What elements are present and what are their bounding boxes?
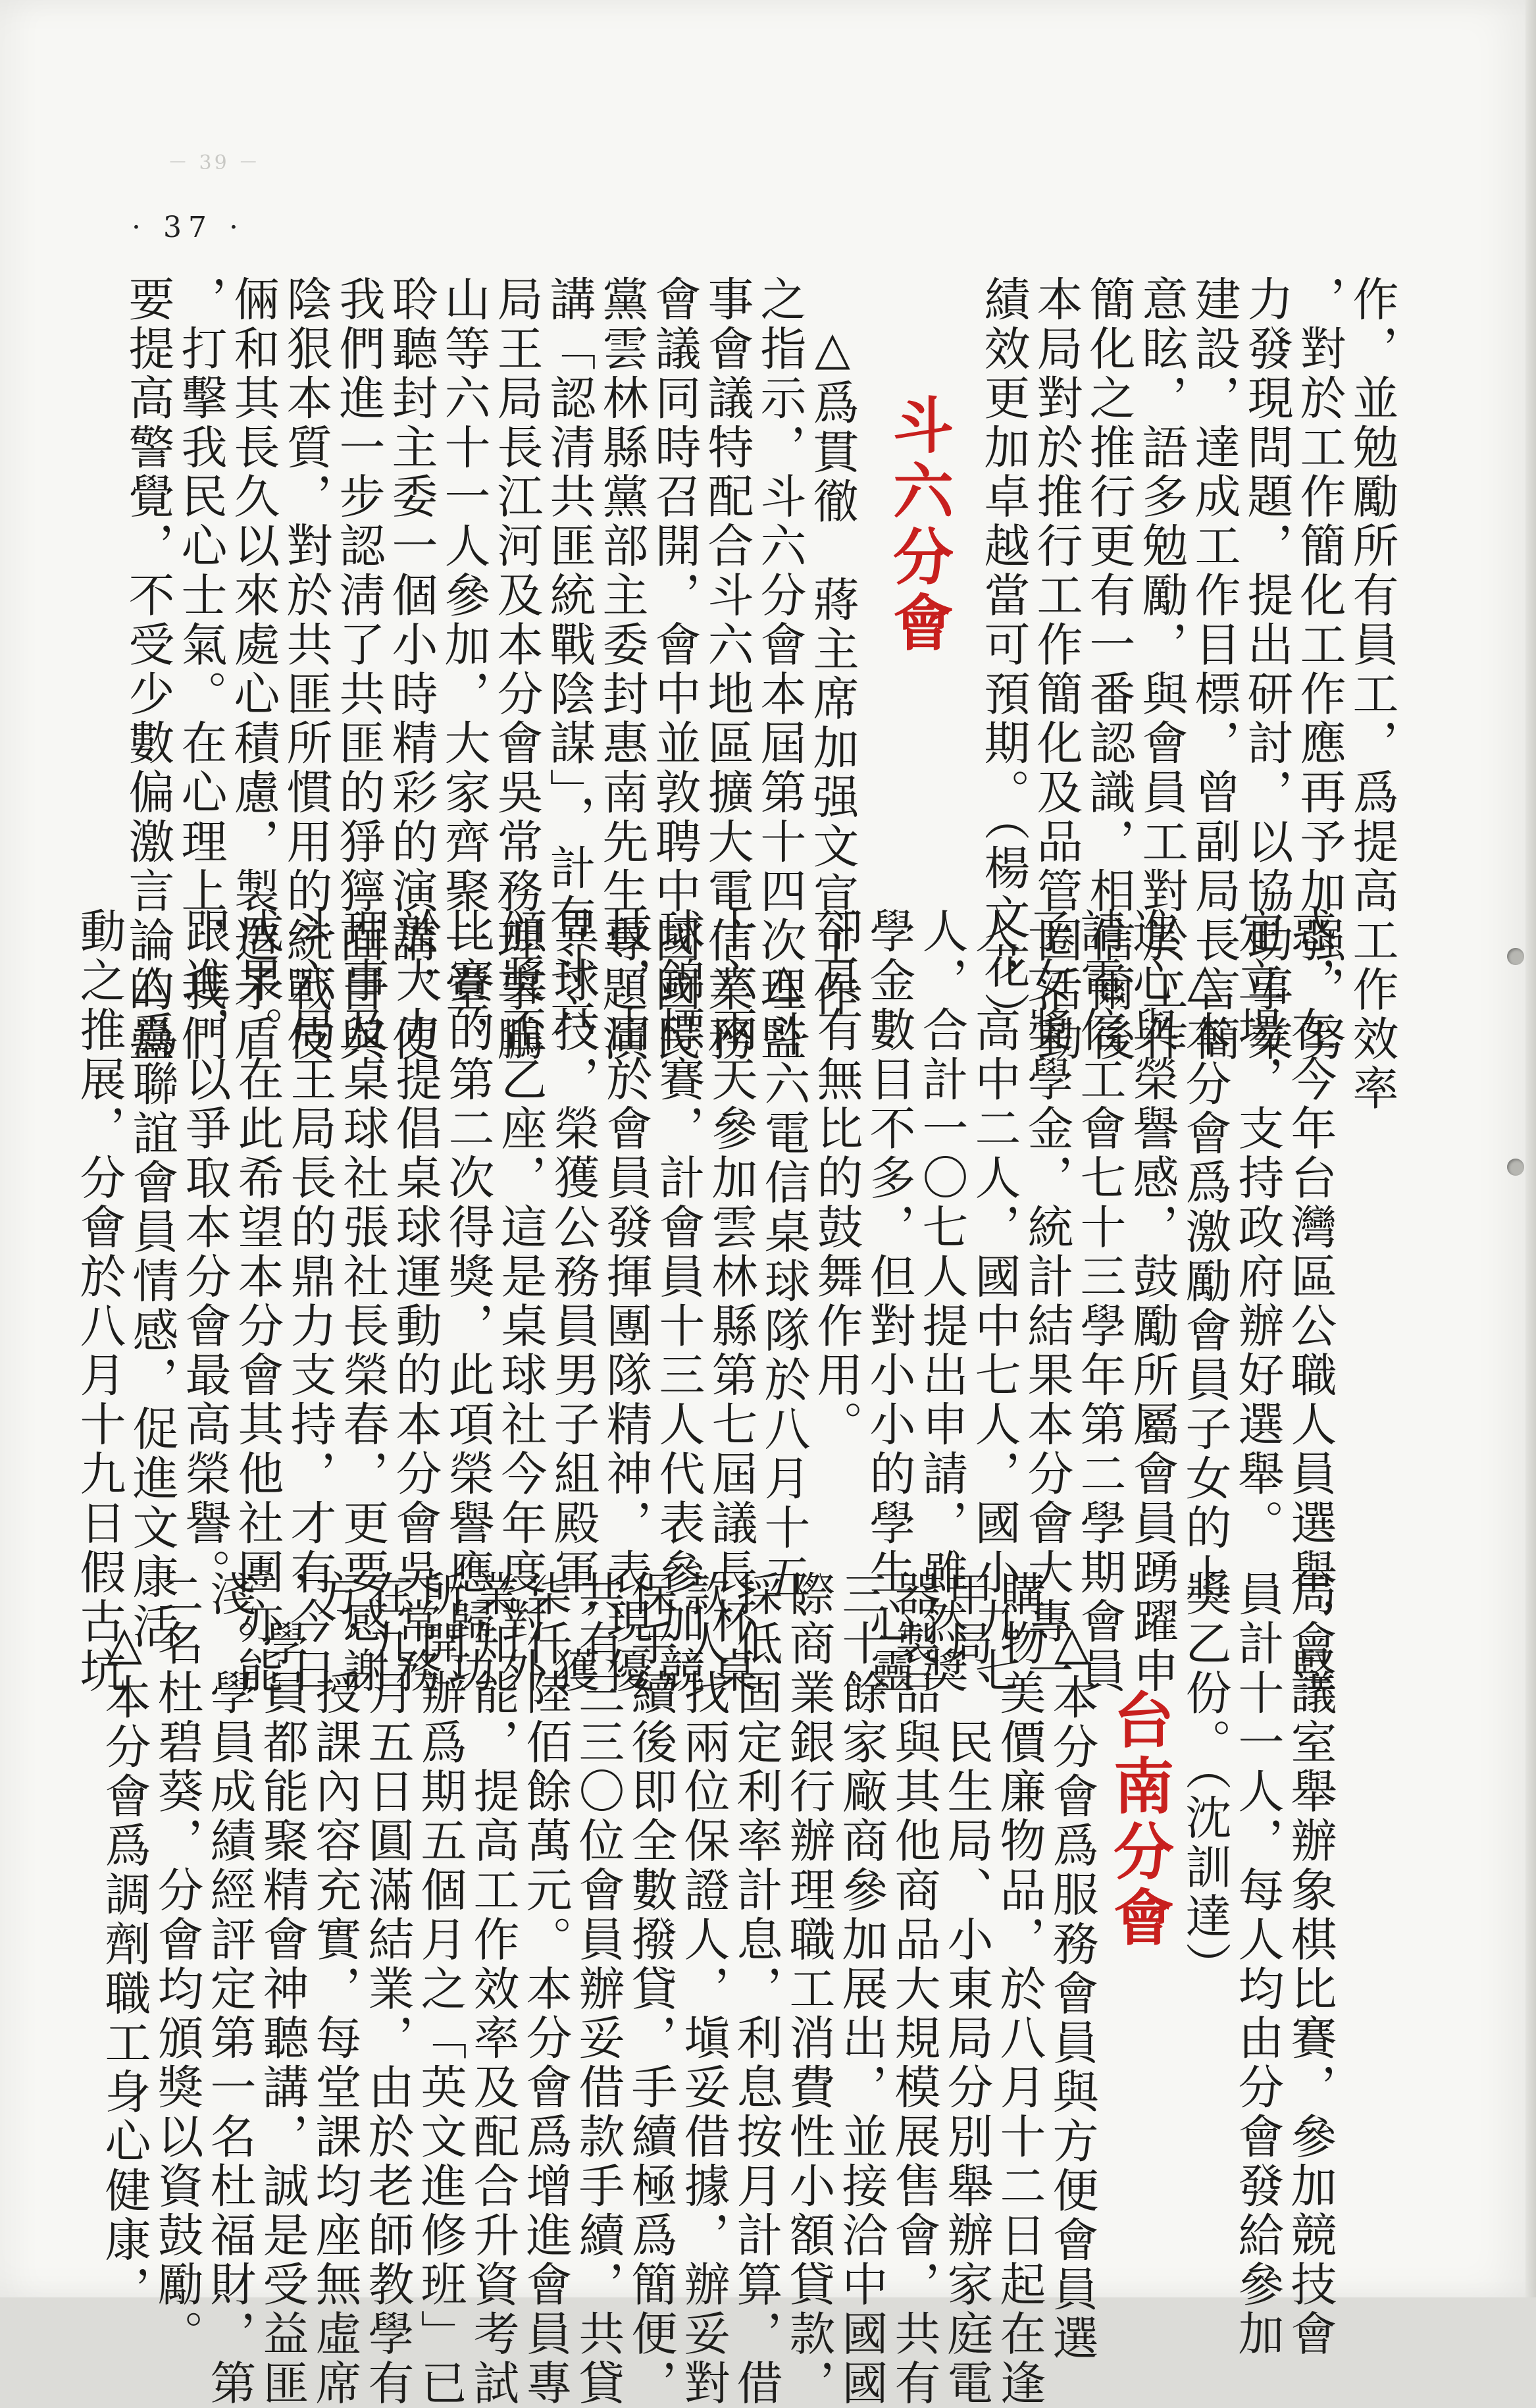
text-column: △爲聯誼會員情感，促進文康活 xyxy=(125,953,179,1652)
text-column: 方，授課內容充實，每堂課均座無虛席 xyxy=(308,1570,362,2408)
text-column: ，打擊我民心士氣。在心理上，我們 xyxy=(174,275,228,1064)
text-column: 局會議室舉辦象棋比賽，參加競技會 xyxy=(1283,1570,1337,2359)
text-column: 倆和其長久以來處心積慮，製造矛盾 xyxy=(226,275,280,1064)
text-column: 十六兩天參加雲林縣第七屆議長杯桌 xyxy=(704,907,758,1696)
text-column: 進心與榮譽感，鼓勵所屬會員踴躍申 xyxy=(1125,907,1179,1696)
text-column: 聆聽封主委一個小時精彩的演講，使 xyxy=(384,275,438,1064)
text-column: 採低固定利率計息，利息按月計算，借 xyxy=(729,1570,783,2408)
text-column: 斗六局王局長的鼎力支持，才有今日 xyxy=(283,907,337,1696)
text-column: 簡化之推行更有一番認識，相信爾後 xyxy=(1082,275,1136,1064)
text-column: 保手續後即全數撥貸，手續極爲簡便， xyxy=(624,1570,678,2408)
text-column: 子女獎學金，統計結果本分會大專一 xyxy=(1020,907,1074,1696)
text-column: △斗六電信桌球隊於八月十五、 xyxy=(757,953,811,1652)
text-column: 建設，達成工作目標，曾副局長言簡 xyxy=(1187,275,1241,1064)
bleed-through-page-number: － 39 － xyxy=(168,151,261,174)
text-column: 局王局長江河及本分會吳常務理事鵬 xyxy=(490,275,544,1064)
text-column: 所開辦爲期五個月之「英文進修班」已 xyxy=(413,1570,467,2408)
text-column: △本分會爲調劑職工身心健康， xyxy=(97,1616,151,2315)
text-column: 款人找兩位保證人，塡妥借據，辦妥對 xyxy=(677,1570,730,2408)
text-column: △爲貫徹 蔣主席加强文宣工作 xyxy=(806,321,859,1020)
text-column: 際商業銀行辦理職工消費性小額貸款， xyxy=(782,1570,836,2408)
text-column: 之指示，斗六分會本屆第十四次理監 xyxy=(753,275,807,1064)
text-column: △本分會爲服務會員與方便會員選 xyxy=(1045,1616,1099,2364)
text-column: 共有三三〇位會員辦妥借款手續，共貸 xyxy=(571,1570,625,2408)
section-heading-douliu: 斗六分會 xyxy=(883,394,954,657)
text-column: 意眩，語多勉勵，與會員工對於工作 xyxy=(1135,275,1189,1064)
text-column: 業知能，提高工作效率及配合升資考試 xyxy=(466,1570,520,2408)
text-column: 人，高中二人，國中七人，國小九七 xyxy=(967,907,1021,1696)
text-column: 獎乙份。（沈訓達） xyxy=(1178,1570,1232,1991)
page-edge xyxy=(1525,0,1536,2297)
text-column: 惑，在今年台灣區公職人員選舉，堅 xyxy=(1283,907,1337,1696)
text-column: △本分會爲激勵會員子女的上 xyxy=(1178,953,1232,1602)
text-column: 作，並勉勵所有員工，爲提高工作效率 xyxy=(1345,275,1399,1114)
text-column: 會議同時召開，會中並敦聘中國國民 xyxy=(648,275,702,1064)
text-column: ，學員都能聚精會神聽講，誠是受益匪 xyxy=(255,1570,309,2408)
page-number: · 37 · xyxy=(132,211,245,244)
text-column: ，對於工作簡化工作應再予加强，努 xyxy=(1293,275,1346,1064)
text-column: 柒仟陸佰餘萬元。本分會爲增進會員專 xyxy=(519,1570,573,2408)
text-column: 員計十一人，每人均由分會發給參加 xyxy=(1231,1570,1285,2359)
text-column: 學金數目不多，但對小小的學生心靈 xyxy=(862,907,916,1696)
text-column: 要提高警覺，不受少數偏激言論的蠱 xyxy=(121,275,175,1064)
text-column: 甲局、民生局、小東局分別舉辦家庭電 xyxy=(940,1570,994,2408)
text-column: 事會議特配合斗六地區擴大電信業務 xyxy=(700,275,754,1064)
text-column: 定立場，支持政府辦好選舉。 xyxy=(1231,907,1285,1548)
text-column: 頒獎盃乙座，這是桌球社今年度對外 xyxy=(494,907,548,1696)
text-column: 比賽的第二次得獎，此項榮譽應歸功 xyxy=(441,907,495,1696)
text-column: 山等六十一人參加，大家齊聚一堂， xyxy=(437,275,491,1064)
text-column: 二名杜碧葵，分會均頒獎以資鼓勵。 xyxy=(150,1570,204,2359)
text-column: 購物美價廉物品，於八月十二日起在逢 xyxy=(992,1570,1046,2408)
text-column: 力發現問題，提出研討，以協助事業 xyxy=(1240,275,1294,1064)
section-heading-tainan: 台南分會 xyxy=(1104,1688,1174,1952)
text-column: 於大力提倡桌球運動的本分會吳常務 xyxy=(388,907,442,1696)
text-column: 器製品與其他商品大規模展售會，共有 xyxy=(887,1570,941,2408)
text-column: 技，由於會員發揮團隊精神，表現優 xyxy=(599,907,653,1696)
text-column: 在九月五日圓滿結業，由於老師教學有 xyxy=(361,1570,415,2408)
text-column: 球錦標賽，計會員十三人代表參加競 xyxy=(652,907,705,1696)
text-column: 淺。學員成績經評定第一名杜福財，第 xyxy=(203,1570,257,2408)
text-column: 黨雲林縣黨部主委封惠南先生專題演 xyxy=(595,275,649,1064)
text-column: 本局對於推行工作簡化及品管圈活動 xyxy=(1029,275,1083,1064)
text-column: 陰狠本質，對於共匪所慣用的統戰伎 xyxy=(279,275,333,1064)
text-column: 請電信工會七十三學年第二學期會員 xyxy=(1073,907,1127,1696)
text-column: 績效更加卓越當可預期。（楊文花） xyxy=(977,275,1031,1041)
text-column: 動之推展，分會於八月十九日假古坑 xyxy=(72,907,126,1696)
text-column: 跟進，以爭取本分會最高榮譽。 xyxy=(178,907,232,1598)
text-column: 我們進一步認淸了共匪的猙獰面目與 xyxy=(332,275,386,1064)
text-column: 人，合計一〇七人提出申請，雖然獎 xyxy=(915,907,969,1696)
text-column: 卻具有無比的鼓舞作用。 xyxy=(809,907,863,1450)
text-column: 三十餘家廠商參加展出，並接洽中國國 xyxy=(834,1570,888,2408)
text-column: 成果。在此希望本分會其他社團亦能 xyxy=(230,907,284,1696)
text-column: 理事及桌球社張社長榮春，更要感謝 xyxy=(336,907,390,1696)
text-column: 異球技，榮獲公務員男子組殿軍，獲 xyxy=(546,907,600,1696)
text-band-bottom xyxy=(97,1570,1337,2408)
text-column: 講「認清共匪統戰陰謀」，計有斗六 xyxy=(542,275,596,1041)
